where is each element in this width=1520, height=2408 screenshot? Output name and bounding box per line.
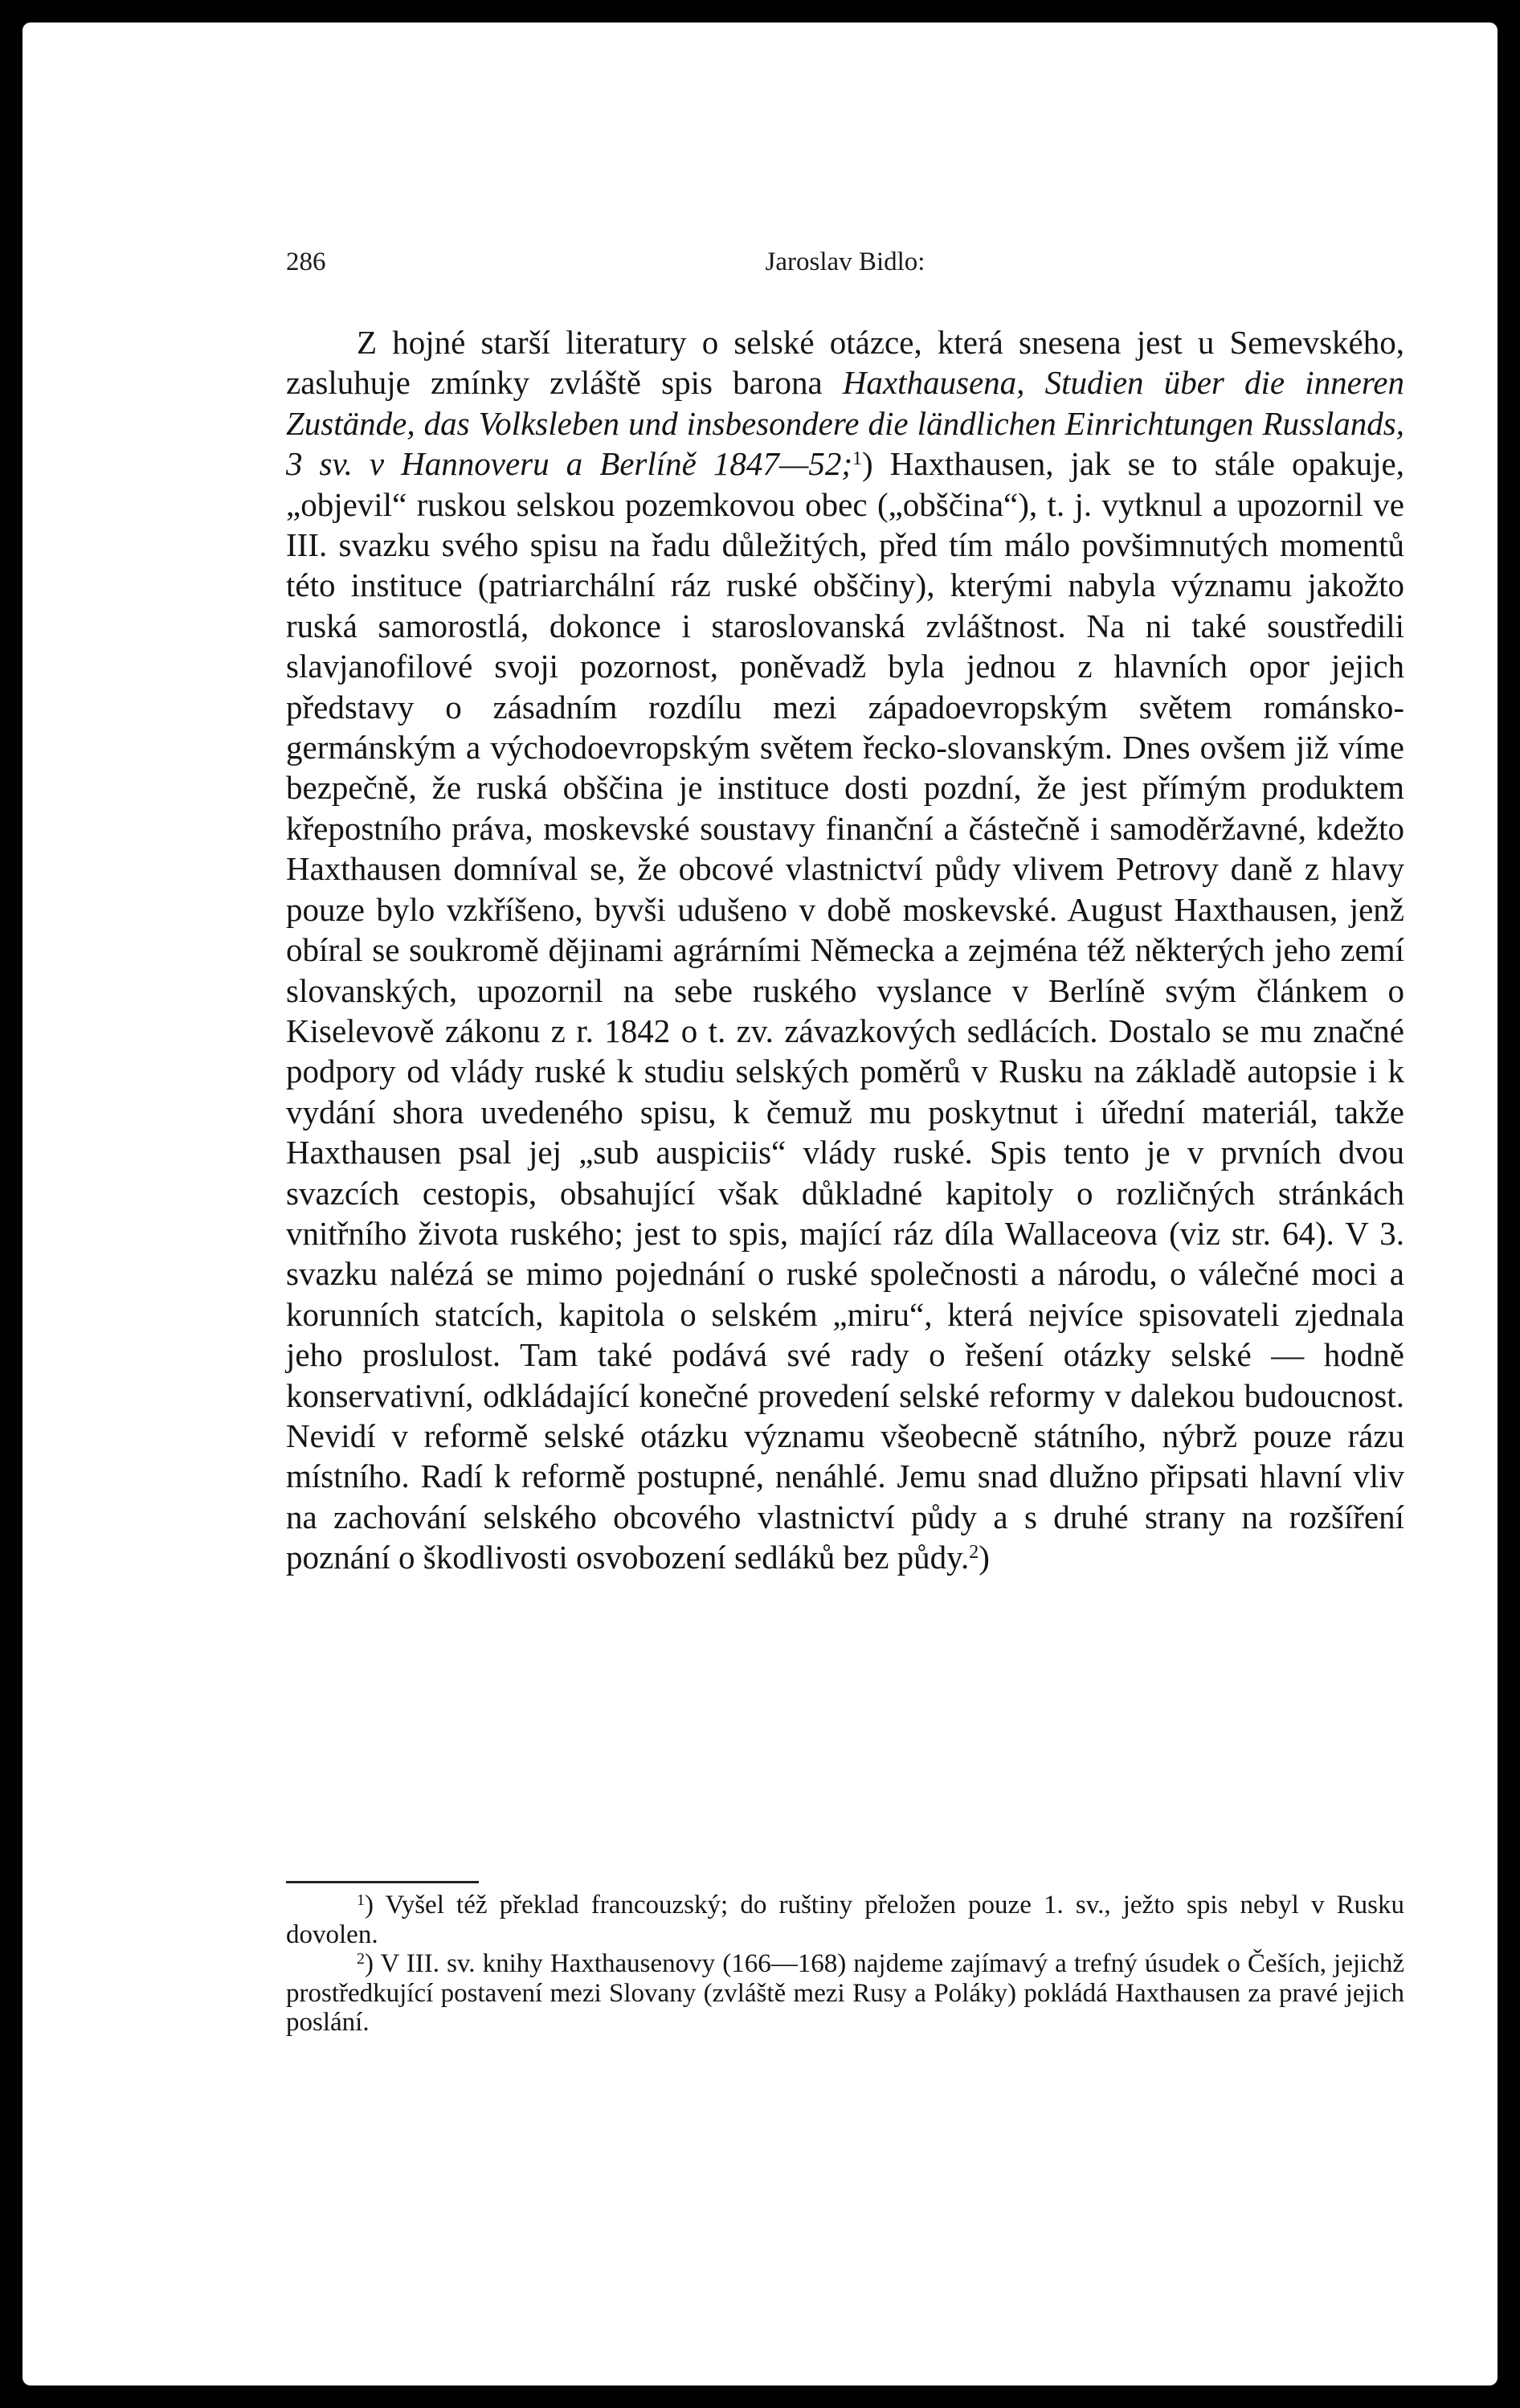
footnote-text: ) Vyšel též překlad francouzský; do ruštiny přeložen pouze 1. sv., ježto spis nebyl v Rusku dovolen. xyxy=(286,1891,1404,1949)
body-paragraph xyxy=(286,322,1404,1578)
page-header xyxy=(286,247,1404,288)
footnote-ref-1: 1 xyxy=(852,448,863,470)
paragraph-text-main: ) Haxthausen, jak se to stále opakuje, „objevil“ ruskou selskou pozemkovou obec („obščina“), t. j. vytknul a upozornil ve III. svazku svého spisu na řadu důležitých, před tím málo povšimnutých momentů této instituce (patriarchální ráz ruské obščiny), kterými nabyla významu jakožto ruská samorostlá, dokonce i staroslovanská zvláštnost. Na ni také soustředili slavjanofilové svoji pozornost, poněvadž byla jednou z hlavních opor jejich představy o zásadním rozdílu mezi západoevropským světem románsko-germánským a východoevropským světem řecko-slovanským. Dnes ovšem již víme bezpečně, že ruská obščina je instituce dosti pozdní, že jest přímým produktem křepostního práva, moskevské soustavy finanční a částečně i samoděržavné, kdežto Haxthausen domníval se, že obcové vlastnictví půdy vlivem Petrovy daně z hlavy pouze bylo vzkříšeno, byvši udušeno v době moskevské. August Haxthausen, jenž obíral se soukromě dějinami agrárními Německa a zejména též některých jeho zemí slovanských, upozornil na sebe ruského vyslance v Berlíně svým článkem o Kiselevově zákonu z r. 1842 o t. zv. závazkových sedlácích. Dostalo se mu značné podpory od vlády ruské k studiu selských poměrů v Rusku na základě autopsie i k vydání shora uvedeného spisu, k čemuž mu poskytnut i úřední materiál, takže Haxthausen psal jej „sub auspiciis“ vlády ruské. Spis tento je v prvních dvou svazcích cestopis, obsahující však důkladné kapitoly o rozličných stránkách vnitřního života ruského; jest to spis, mající ráz díla Wallaceova (viz str. 64). V 3. svazku nalézá se mimo pojednání o ruské společnosti a národu, o válečné moci a korunních statcích, kapitola o selském „miru“, která nejvíce spisovateli zjednala jeho proslulost. Tam také podává své rady o řešení otázky selské — hodně konservativní, odkládající konečné provedení selské reformy v dalekou budoucnost. Nevidí v reformě selské otázku významu všeobecně státního, nýbrž pouze rázu místního. Radí k reformě postupné, nenáhlé. Jemu snad dlužno připsati hlavní vliv na zachování selského obcového vlastnictví půdy a s druhé strany na rozšíření poznání o škodlivosti osvobození sedláků bez půdy. xyxy=(286,445,1404,1576)
running-head: Jaroslav Bidlo: xyxy=(765,247,925,276)
footnote-text: ) V III. sv. knihy Haxthausenovy (166—168) najdeme zajímavý a trefný úsudek o Češích, jejichž prostředkující postavení mezi Slovany (zvláště mezi Rusy a Poláky) pokládá Haxthausen za pravé jejich poslání. xyxy=(286,1949,1404,2037)
paragraph-text-start: Z hojné starší literatury o selské otázce, která snesena jest u Semevského, zasluhuje zmínky zvláště spis barona xyxy=(286,324,1404,402)
body-text xyxy=(286,322,1404,1578)
footnote-ref-2: 2 xyxy=(969,1542,979,1564)
footnote-marker: 2 xyxy=(357,1950,365,1968)
book-page xyxy=(22,22,1498,2386)
footnote-separator xyxy=(286,1881,479,1883)
page-number: 286 xyxy=(286,247,326,276)
footnotes xyxy=(286,1891,1404,2038)
footnote-1 xyxy=(286,1891,1404,1949)
paragraph-text-end: ) xyxy=(979,1539,990,1576)
book-title-italic: Haxthausena, Studien über die inneren Zustände, das Volksleben und insbesondere die ländlichen Einrichtungen Russlands, 3 sv. v Hannoveru a Berlíně 1847—52; xyxy=(286,364,1405,483)
footnote-marker: 1 xyxy=(357,1891,365,1909)
footnote-2 xyxy=(286,1949,1404,2038)
